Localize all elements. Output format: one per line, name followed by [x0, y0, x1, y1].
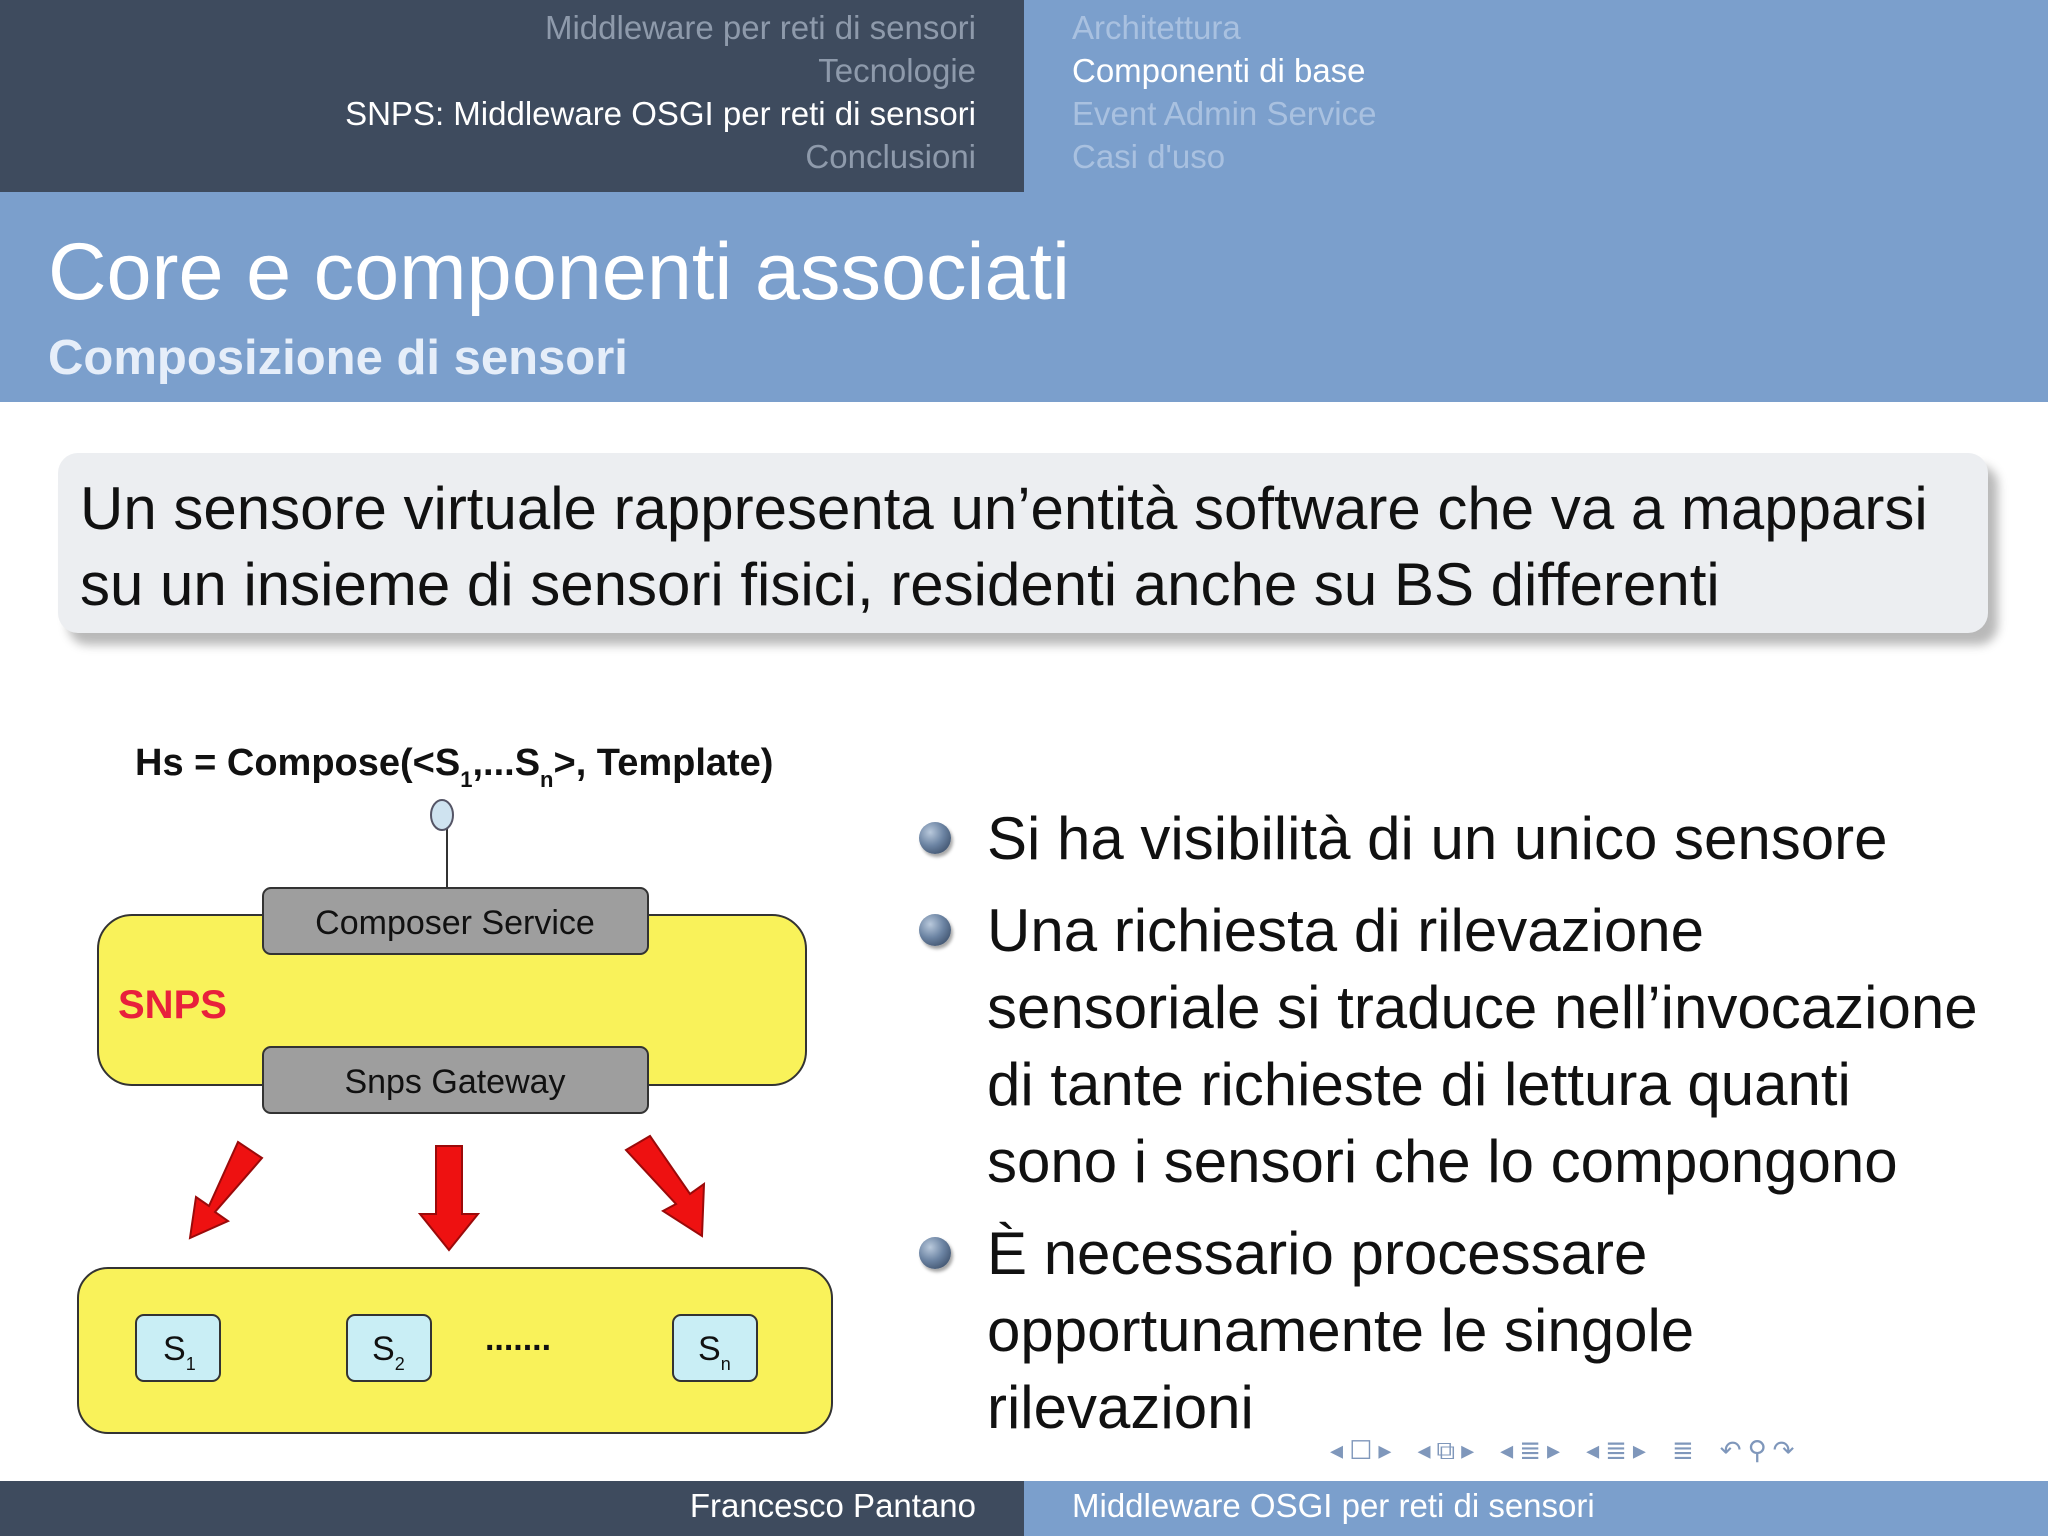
footer-title-text: Middleware OSGI per reti di sensori	[1072, 1487, 1595, 1524]
nav-subsection-casi-uso[interactable]: Casi d'uso	[1072, 138, 1226, 175]
frame-prev-icon[interactable]: ◂	[1330, 1435, 1344, 1465]
bullet-text-line: Si ha visibilità di un unico sensore	[987, 805, 1888, 872]
diagram-svg	[70, 720, 850, 1450]
slide-subtitle: Composizione di sensori	[48, 331, 628, 385]
interface-lollipop	[431, 800, 453, 830]
subsection-prev-icon[interactable]: ◂	[1417, 1435, 1431, 1465]
nav-subsection-componenti[interactable]: Componenti di base	[1072, 52, 1366, 89]
subsection-nav	[1024, 0, 2048, 192]
appendix-icon[interactable]: ≣	[1671, 1435, 1694, 1465]
doc-prev-icon[interactable]: ◂	[1586, 1435, 1600, 1465]
bullet-item	[915, 892, 2025, 1200]
search-icon[interactable]: ⚲	[1747, 1435, 1767, 1465]
nav-section-middleware[interactable]: Middleware per reti di sensori	[544, 9, 976, 46]
frame-icon[interactable]: ☐	[1349, 1435, 1373, 1465]
arrow-left	[190, 1142, 262, 1238]
definition-block	[58, 453, 1988, 633]
footer-title	[1024, 1481, 2048, 1536]
frame-next-icon[interactable]: ▸	[1378, 1435, 1392, 1465]
section-icon[interactable]: ≣	[1519, 1435, 1541, 1465]
doc-next-icon[interactable]: ▸	[1632, 1435, 1646, 1465]
definition-line: Un sensore virtuale rappresenta un’entità software che va a mapparsi	[80, 475, 1928, 542]
bullet-list	[915, 800, 2025, 1461]
redo-icon[interactable]: ↷	[1772, 1435, 1795, 1465]
footer-author	[0, 1481, 1024, 1536]
section-nav	[0, 0, 1024, 192]
sensor-label: $S_n$	[698, 1330, 731, 1374]
composition-diagram	[70, 720, 850, 1450]
bullet-sphere-icon	[919, 822, 951, 854]
bullet-text-line: sono i sensori che lo compongono	[987, 1128, 1898, 1195]
compose-formula: $Hs = Compose(<S_1,...S_n>$, Template)	[135, 742, 774, 792]
slide-title: Core e componenti associati	[48, 227, 1071, 317]
section-prev-icon[interactable]: ◂	[1500, 1435, 1514, 1465]
nav-subsection-event-admin[interactable]: Event Admin Service	[1072, 95, 1377, 132]
bullet-sphere-icon	[919, 914, 951, 946]
bullet-text-line: opportunamente le singole	[987, 1297, 1695, 1364]
undo-icon[interactable]: ↶	[1719, 1435, 1742, 1465]
snps-label: SNPS	[118, 983, 227, 1027]
bullet-text-line: rilevazioni	[987, 1374, 1254, 1441]
arrow-center	[420, 1146, 478, 1250]
sensor-label: $S_1$	[163, 1330, 196, 1374]
title-band	[0, 192, 2048, 402]
subsection-icon[interactable]: ⧉	[1436, 1435, 1456, 1465]
nav-section-snps[interactable]: SNPS: Middleware OSGI per reti di sensori	[345, 95, 976, 132]
snps-gateway-label: Snps Gateway	[344, 1063, 566, 1101]
bullet-text-line: sensoriale si traduce nell’invocazione	[987, 974, 1978, 1041]
doc-icon[interactable]: ≣	[1605, 1435, 1627, 1465]
bullet-item	[915, 800, 2025, 877]
subsection-next-icon[interactable]: ▸	[1461, 1435, 1475, 1465]
arrow-right	[626, 1136, 704, 1236]
beamer-nav-controls	[1330, 1432, 1800, 1468]
section-next-icon[interactable]: ▸	[1547, 1435, 1561, 1465]
sensors-ellipsis: .......	[484, 1320, 552, 1358]
nav-section-conclusioni[interactable]: Conclusioni	[805, 138, 976, 175]
definition-line: su un insieme di sensori fisici, residenti anche su BS differenti	[80, 551, 1720, 618]
bullet-text-line: di tante richieste di lettura quanti	[987, 1051, 1851, 1118]
footer-author-text: Francesco Pantano	[689, 1487, 976, 1524]
bullet-item	[915, 1215, 2025, 1446]
nav-subsection-architettura[interactable]: Architettura	[1072, 9, 1241, 46]
bullet-text-line: Una richiesta di rilevazione	[987, 897, 1705, 964]
bullet-text-line: È necessario processare	[987, 1220, 1648, 1287]
composer-service-label: Composer Service	[315, 904, 595, 942]
sensor-label: $S_2$	[372, 1330, 405, 1374]
bullet-sphere-icon	[919, 1237, 951, 1269]
nav-section-tecnologie[interactable]: Tecnologie	[818, 52, 976, 89]
